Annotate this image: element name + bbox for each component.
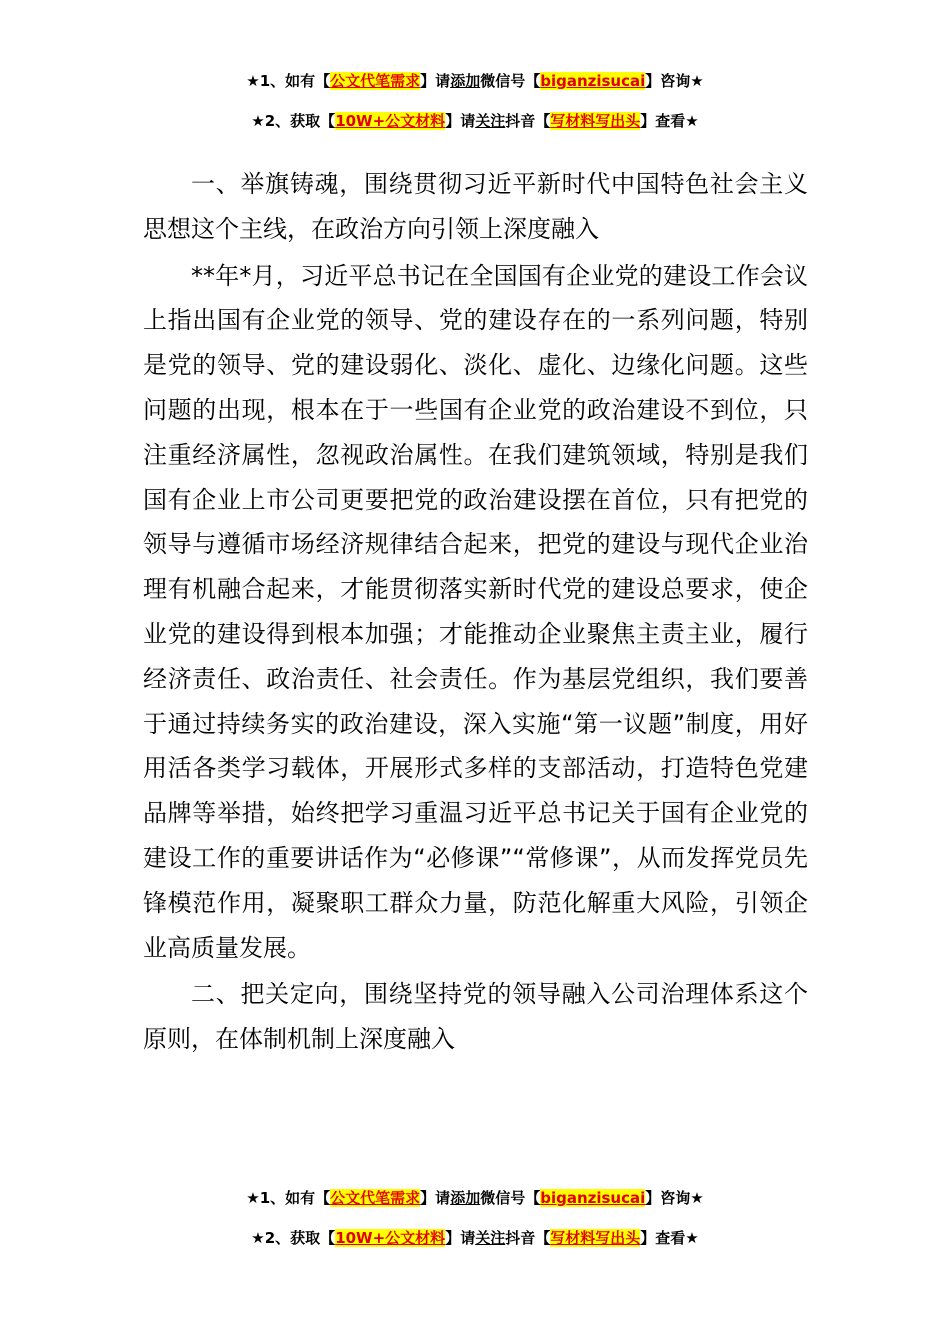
- banner-text: ★2、获取【: [251, 1229, 336, 1247]
- highlight-douyin-id: 写材料写出头: [550, 1229, 641, 1247]
- highlight-service: 公文代笔需求: [330, 72, 421, 90]
- highlight-materials: 10W+公文材料: [335, 1229, 446, 1247]
- body-paragraph: **年*月，习近平总书记在全国国有企业党的建设工作会议上指出国有企业党的领导、党的建设存在的一系列问题，特别是党的领导、党的建设弱化、淡化、虚化、边缘化问题。这些问题的出现，根本在于一些国有企业党的政治建设不到位，只注重经济属性，忽视政治属性。在我们建筑领域，特别是我们国有企业上市公司更要把党的政治建设摆在首位，只有把党的领导与遵循市场经济规律结合起来，把党的建设与现代企业治理有机融合起来，才能贯彻落实新时代党的建设总要求，使企业党的建设得到根本加强；才能推动企业聚焦主责主业，履行经济责任、政治责任、社会责任。作为基层党组织，我们要善于通过持续务实的政治建设，深入实施“第一议题”制度，用好用活各类学习载体，开展形式多样的支部活动，打造特色党建品牌等举措，始终把学习重温习近平总书记关于国有企业党的建设工作的重要讲话作为“必修课”“常修课”，从而发挥党员先锋模范作用，凝聚职工群众力量，防范化解重大风险，引领企业高质量发展。: [143, 261, 808, 962]
- banner-text: 微信号【: [480, 1189, 541, 1207]
- highlight-materials: 10W+公文材料: [335, 112, 446, 130]
- banner-text: 抖音【: [505, 1229, 551, 1247]
- footer-banner-line-1: [0, 1188, 950, 1208]
- banner-text: ★2、获取【: [251, 112, 336, 130]
- underline-follow: 关注: [475, 1229, 506, 1247]
- highlight-wechat-id: biganzisucai: [540, 72, 646, 90]
- highlight-service: 公文代笔需求: [330, 1189, 421, 1207]
- section-heading-2: 二、把关定向，围绕坚持党的领导融入公司治理体系这个原则，在体制机制上深度融入: [143, 980, 808, 1054]
- banner-text: ★1、如有【: [246, 72, 331, 90]
- banner-text: ★1、如有【: [246, 1189, 331, 1207]
- underline-add: 添加: [450, 72, 481, 90]
- underline-follow: 关注: [475, 112, 506, 130]
- banner-text: 】请: [445, 112, 476, 130]
- banner-text: 】咨询★: [645, 1189, 704, 1207]
- banner-text: 】请: [445, 1229, 476, 1247]
- highlight-douyin-id: 写材料写出头: [550, 112, 641, 130]
- header-banner-line-2: [0, 111, 950, 131]
- banner-text: 】查看★: [640, 112, 699, 130]
- highlight-wechat-id: biganzisucai: [540, 1189, 646, 1207]
- banner-text: 】查看★: [640, 1229, 699, 1247]
- banner-text: 】请: [420, 72, 451, 90]
- banner-text: 抖音【: [505, 112, 551, 130]
- banner-text: 】咨询★: [645, 72, 704, 90]
- banner-text: 微信号【: [480, 72, 541, 90]
- underline-add: 添加: [450, 1189, 481, 1207]
- section-heading-1: 一、举旗铸魂，围绕贯彻习近平新时代中国特色社会主义思想这个主线，在政治方向引领上深度融入: [143, 170, 808, 243]
- banner-text: 】请: [420, 1189, 451, 1207]
- header-banner-line-1: [0, 71, 950, 91]
- document-body: [143, 162, 808, 1064]
- footer-banner-line-2: [0, 1228, 950, 1248]
